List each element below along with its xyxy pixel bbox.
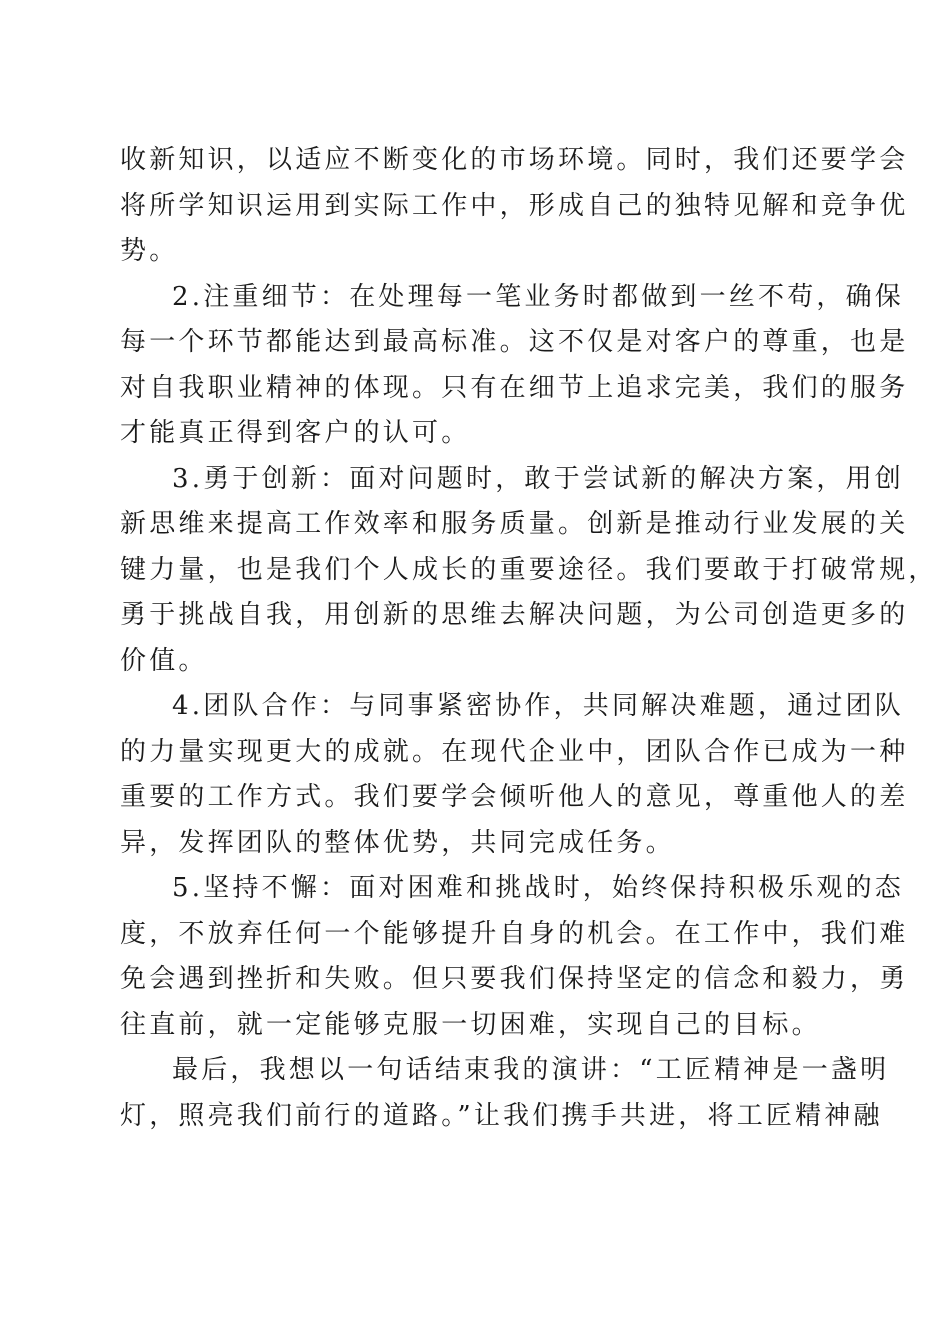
paragraph-continuation <box>120 138 909 275</box>
paragraph-item-4 <box>120 684 909 866</box>
text-line: 将所学知识运用到实际工作中，形成自己的独特见解和竞争优 <box>120 190 909 221</box>
text-line: 每一个环节都能达到最高标准。这不仅是对客户的尊重，也是 <box>120 327 909 357</box>
text-line: 价值。 <box>120 645 208 676</box>
text-line: 勇于挑战自我，用创新的思维去解决问题，为公司创造更多的 <box>120 600 909 630</box>
text-line: 势。 <box>120 236 179 266</box>
text-line: 2.注重细节：在处理每一笔业务时都做到一丝不苟，确保 <box>172 281 905 312</box>
paragraph-closing <box>120 1048 890 1139</box>
text-line: 灯，照亮我们前行的道路。”让我们携手共进，将工匠精神融 <box>120 1100 883 1131</box>
text-line: 异，发挥团队的整体优势，共同完成任务。 <box>120 827 675 858</box>
text-line: 对自我职业精神的体现。只有在细节上追求完美，我们的服务 <box>120 372 909 403</box>
paragraph-item-3 <box>120 457 938 685</box>
text-line: 3.勇于创新：面对问题时，敢于尝试新的解决方案，用创 <box>172 463 905 494</box>
text-line: 最后，我想以一句话结束我的演讲：“工匠精神是一盏明 <box>172 1055 890 1085</box>
text-line: 往直前，就一定能够克服一切困难，实现自己的目标。 <box>120 1009 821 1040</box>
paragraph-item-5 <box>120 866 909 1048</box>
text-line: 免会遇到挫折和失败。但只要我们保持坚定的信念和毅力，勇 <box>120 964 909 994</box>
text-line: 新思维来提高工作效率和服务质量。创新是推动行业发展的关 <box>120 509 909 539</box>
text-line: 才能真正得到客户的认可。 <box>120 418 471 448</box>
paragraph-item-2 <box>120 275 909 457</box>
text-line: 的力量实现更大的成就。在现代企业中，团队合作已成为一种 <box>120 736 909 767</box>
text-line: 收新知识，以适应不断变化的市场环境。同时，我们还要学会 <box>120 145 909 175</box>
text-line: 4.团队合作：与同事紧密协作，共同解决难题，通过团队 <box>172 691 905 721</box>
text-line: 键力量，也是我们个人成长的重要途径。我们要敢于打破常规， <box>120 554 938 585</box>
body-text <box>120 138 938 1139</box>
text-line: 5.坚持不懈：面对困难和挑战时，始终保持积极乐观的态 <box>172 873 905 903</box>
text-line: 度，不放弃任何一个能够提升自身的机会。在工作中，我们难 <box>120 918 909 949</box>
text-line: 重要的工作方式。我们要学会倾听他人的意见，尊重他人的差 <box>120 782 909 812</box>
